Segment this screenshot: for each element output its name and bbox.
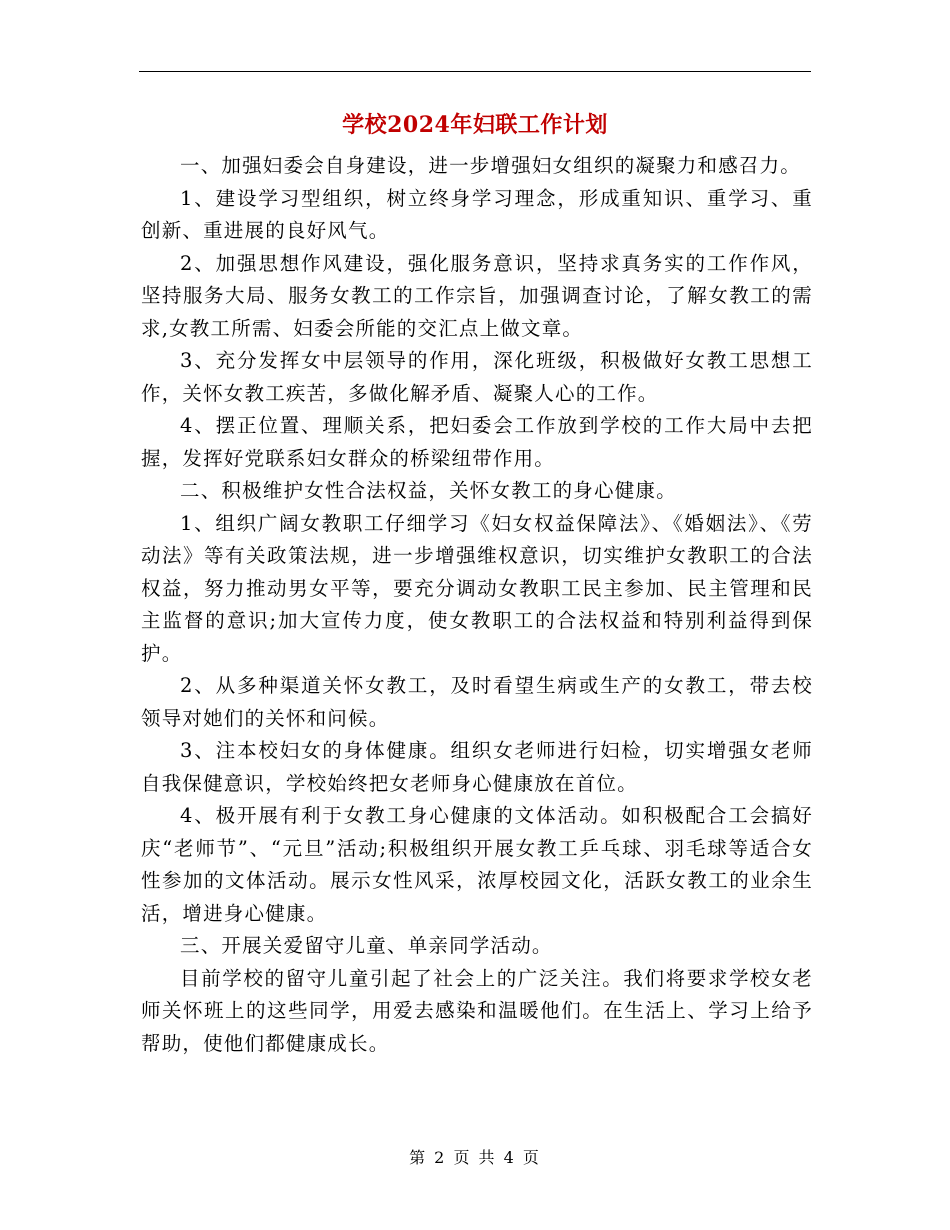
paragraph: 2、从多种渠道关怀女教工，及时看望生病或生产的女教工，带去校领导对她们的关怀和问候。 bbox=[141, 674, 813, 730]
paragraph: 1、建设学习型组织，树立终身学习理念，形成重知识、重学习、重创新、重进展的良好风气。 bbox=[141, 186, 813, 242]
paragraph: 目前学校的留守儿童引起了社会上的广泛关注。我们将要求学校女老师关怀班上的这些同学，用爱去感染和温暖他们。在生活上、学习上给予帮助，使他们都健康成长。 bbox=[141, 966, 813, 1055]
paragraph: 3、充分发挥女中层领导的作用，深化班级，积极做好女教工思想工作，关怀女教工疾苦，多做化解矛盾、凝聚人心的工作。 bbox=[141, 349, 813, 405]
paragraph: 2、加强思想作风建设，强化服务意识，坚持求真务实的工作作风，坚持服务大局、服务女教工的工作宗旨，加强调查讨论，了解女教工的需求,女教工所需、妇委会所能的交汇点上做文章。 bbox=[141, 251, 813, 340]
paragraph: 4、摆正位置、理顺关系，把妇委会工作放到学校的工作大局中去把握，发挥好党联系妇女群众的桥梁纽带作用。 bbox=[141, 414, 813, 470]
section-heading-1: 一、加强妇委会自身建设，进一步增强妇女组织的凝聚力和感召力。 bbox=[180, 154, 802, 177]
paragraph: 3、注本校妇女的身体健康。组织女老师进行妇检，切实增强女老师自我保健意识，学校始终把女老师身心健康放在首位。 bbox=[141, 739, 813, 795]
paragraph: 4、极开展有利于女教工身心健康的文体活动。如积极配合工会搞好庆“老师节”、“元旦”活动;积极组织开展女教工乒乓球、羽毛球等适合女性参加的文体活动。展示女性风采，浓厚校园文化，活跃女教工的业余生活，增进身心健康。 bbox=[141, 804, 813, 925]
document-body bbox=[141, 150, 813, 1060]
paragraph: 1、组织广阔女教职工仔细学习《妇女权益保障法》、《婚姻法》、《劳动法》等有关政策法规，进一步增强维权意识，切实维护女教职工的合法权益，努力推动男女平等，要充分调动女教职工民主参加、民主管理和民主监督的意识;加大宣传力度，使女教职工的合法权益和特别利益得到保护。 bbox=[141, 511, 813, 665]
page-number-footer: 第 2 页 共 4 页 bbox=[409, 1148, 541, 1167]
document-title: 学校2024年妇联工作计划 bbox=[342, 112, 608, 138]
header-rule bbox=[139, 71, 811, 72]
section-heading-2: 二、积极维护女性合法权益，关怀女教工的身心健康。 bbox=[180, 479, 677, 502]
section-heading-3: 三、开展关爱留守儿童、单亲同学活动。 bbox=[180, 934, 553, 957]
